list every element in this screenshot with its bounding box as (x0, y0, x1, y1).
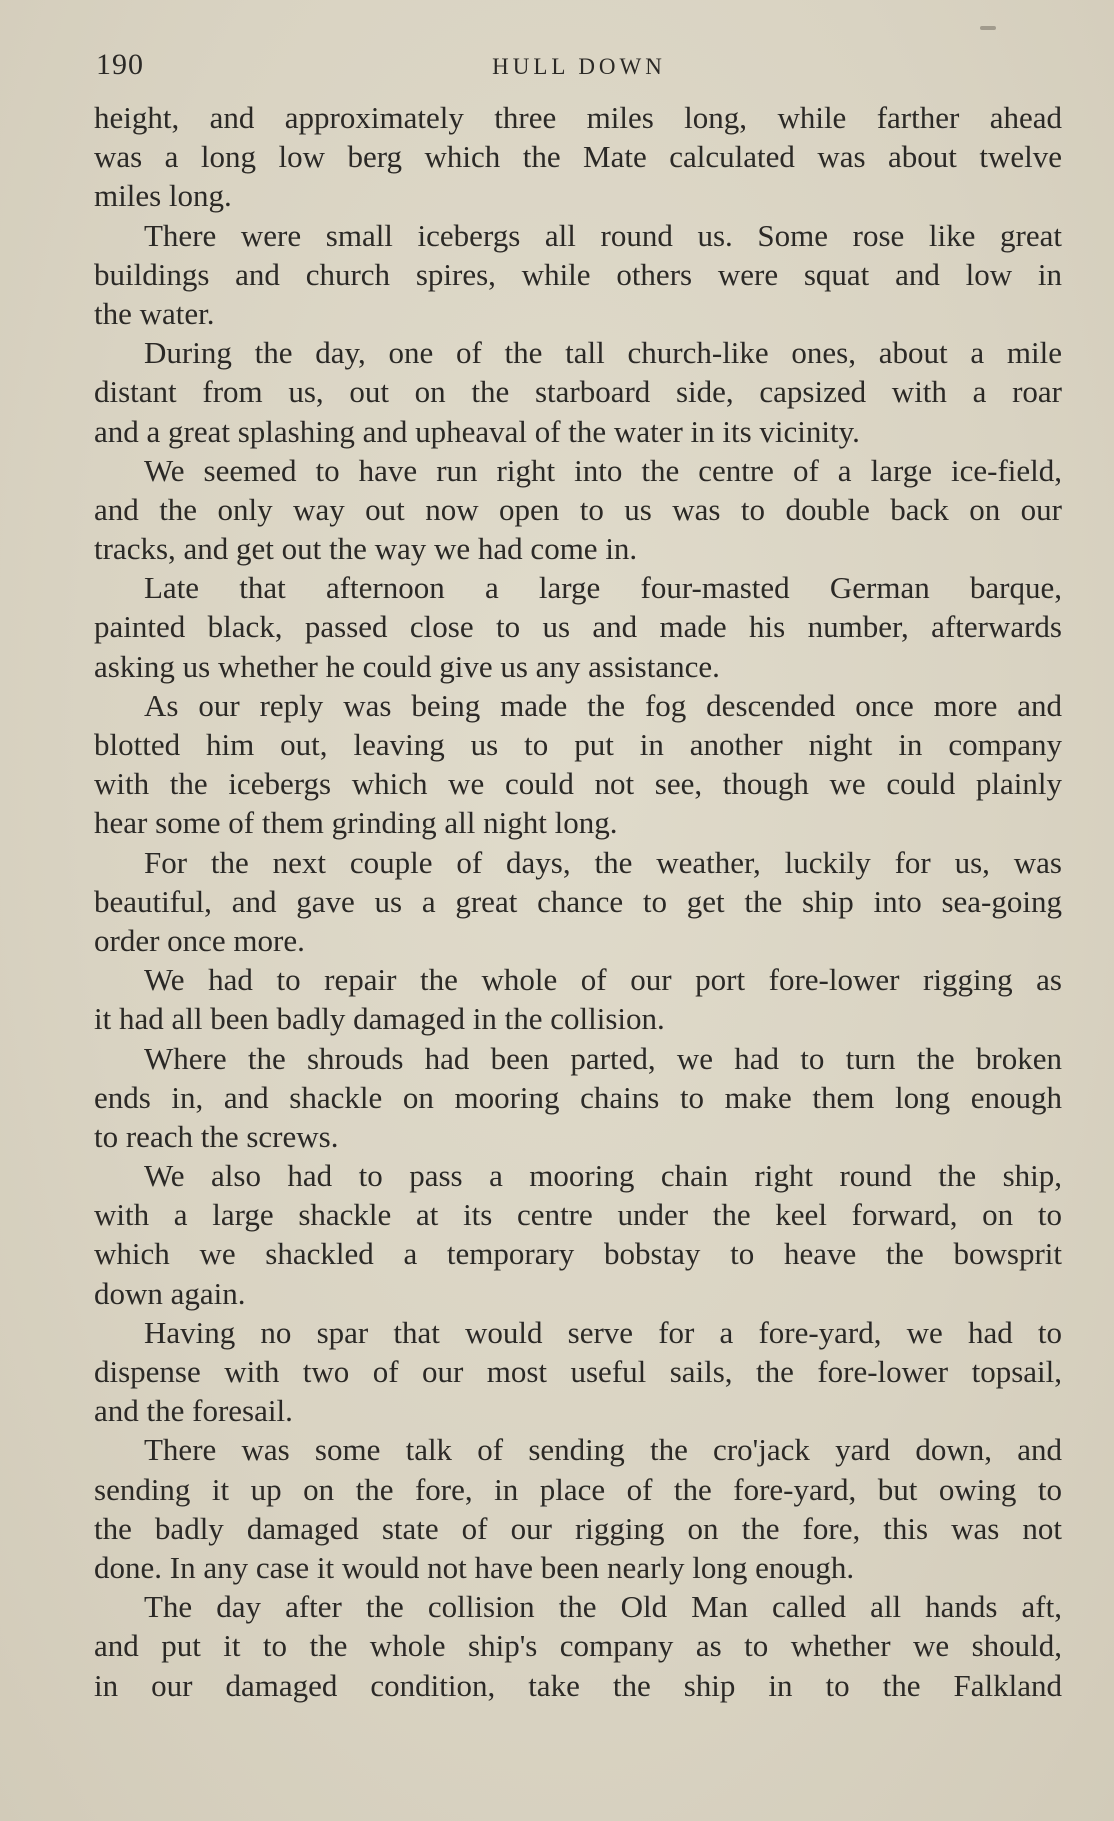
text-line: During the day, one of the tall church-like ones, about a mile (144, 335, 1062, 371)
text-line: the badly damaged state of our rigging on the fore, this was not (94, 1510, 1062, 1546)
paragraph (94, 686, 1062, 843)
text-line: beautiful, and gave us a great chance to get the ship into sea-going (94, 883, 1062, 919)
paragraph (94, 1039, 1062, 1157)
paragraph (94, 843, 1062, 961)
text-line: Where the shrouds had been parted, we had to turn the broken (144, 1040, 1062, 1076)
text-line: order once more. (94, 922, 305, 958)
text-line: There was some talk of sending the cro'jack yard down, and (144, 1432, 1062, 1468)
text-line: painted black, passed close to us and made his number, afterwards (94, 609, 1062, 645)
paragraph (94, 1430, 1062, 1587)
text-line: with a large shackle at its centre under the keel forward, on to (94, 1197, 1062, 1233)
running-head: HULL DOWN (492, 54, 666, 79)
text-line: The day after the collision the Old Man called all hands aft, (144, 1589, 1062, 1625)
text-line: We also had to pass a mooring chain right round the ship, (144, 1158, 1062, 1194)
text-line: sending it up on the fore, in place of the fore-yard, but owing to (94, 1471, 1062, 1507)
text-line: buildings and church spires, while others were squat and low in (94, 256, 1062, 292)
text-line: dispense with two of our most useful sails, the fore-lower topsail, (94, 1354, 1062, 1389)
text-line: ends in, and shackle on mooring chains to make them long enough (94, 1079, 1062, 1115)
text-line: There were small icebergs all round us. Some rose like great (144, 217, 1062, 253)
text-line: We had to repair the whole of our port fore-lower rigging as (144, 962, 1062, 998)
text-line: distant from us, out on the starboard side, capsized with a roar (94, 374, 1062, 410)
paragraph (94, 451, 1062, 569)
text-line: We seemed to have run right into the centre of a large ice-field, (144, 452, 1062, 488)
text-line: and the foresail. (94, 1393, 293, 1429)
text-line: down again. (94, 1275, 246, 1311)
text-line: in our damaged condition, take the ship in to the Falkland (94, 1667, 1062, 1703)
paragraph (94, 1313, 1062, 1431)
paragraph (94, 98, 1062, 216)
text-line: hear some of them grinding all night long. (94, 805, 618, 841)
text-line: blotted him out, leaving us to put in another night in company (94, 727, 1062, 762)
text-line: asking us whether he could give us any assistance. (94, 648, 720, 684)
text-line: done. In any case it would not have been nearly long enough. (94, 1549, 855, 1585)
paragraph (94, 1156, 1062, 1313)
text-line: As our reply was being made the fog descended once more and (144, 687, 1062, 723)
text-line: For the next couple of days, the weather, luckily for us, was (144, 844, 1062, 880)
text-line: it had all been badly damaged in the collision. (94, 1001, 665, 1037)
paragraph (94, 960, 1062, 1038)
text-line: was a long low berg which the Mate calculated was about twelve (94, 139, 1062, 175)
paragraph (94, 568, 1062, 686)
text-line: the water. (94, 295, 215, 331)
text-line: Having no spar that would serve for a fore-yard, we had to (144, 1314, 1062, 1350)
page-header (96, 48, 1062, 88)
text-line: miles long. (94, 178, 232, 214)
body-text (94, 98, 1062, 1705)
text-line: and a great splashing and upheaval of the water in its vicinity. (94, 413, 860, 449)
paragraph (94, 216, 1062, 334)
text-line: height, and approximately three miles long, while farther ahead (94, 100, 1062, 135)
text-line: and put it to the whole ship's company as to whether we should, (94, 1628, 1062, 1664)
paragraph (94, 333, 1062, 451)
ink-speck (980, 26, 996, 30)
text-line: with the icebergs which we could not see, though we could plainly (94, 766, 1062, 802)
text-line: and the only way out now open to us was to double back on our (94, 491, 1062, 527)
text-line: to reach the screws. (94, 1118, 339, 1154)
text-line: Late that afternoon a large four-masted German barque, (144, 570, 1062, 606)
text-line: tracks, and get out the way we had come in. (94, 531, 638, 567)
text-line: which we shackled a temporary bobstay to heave the bowsprit (94, 1236, 1062, 1272)
paragraph (94, 1587, 1062, 1705)
page-number: 190 (96, 48, 144, 81)
